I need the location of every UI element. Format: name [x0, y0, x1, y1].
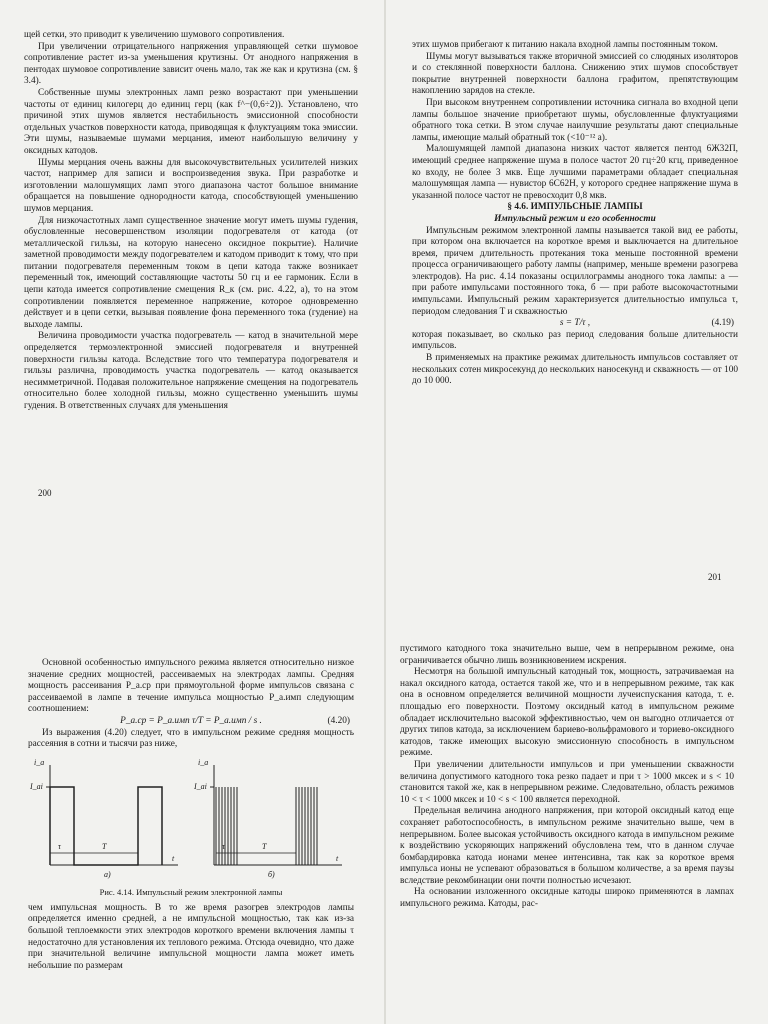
- page-200-text: [24, 30, 358, 413]
- paragraph: Для низкочастотных ламп существенное значение могут иметь шумы гудения, обусловленные несовершенством изоляции подогревателя от катода (от металлической гильзы, на которую нанесено оксидное покрытие). Наличие заметной проводимости между подогревателем и катодом приводит к тому, что при питании подогревателя переменным током в цепи катода также возникает переменный ток, имеющий составляющие частоты 50 гц и ее гармоник. Если в цепи катода имеется сопротивление смещения R_к (см. рис. 4.22, а), то на этом сопротивлении появляется переменное напряжение, которое одновременно действует и в цепи сетки, вызывая появление фона переменного тока (гудение) на выходе лампы.: [24, 215, 358, 330]
- paragraph: щей сетки, это приводит к увеличению шумового сопротивления.: [24, 30, 285, 40]
- bottom-spread: [0, 512, 768, 1024]
- axis-label-current: i_а: [34, 757, 45, 767]
- axis-label-time: t: [336, 853, 339, 863]
- page-203: [386, 512, 768, 1024]
- page-200: [0, 0, 384, 512]
- section-title: § 4.6. ИМПУЛЬСНЫЕ ЛАМПЫ: [507, 202, 643, 213]
- period-label: T: [102, 841, 107, 851]
- paragraph: этих шумов прибегают к питанию накала входной лампы постоянным током.: [412, 40, 718, 50]
- oscillogram-figure: [28, 757, 354, 885]
- axis-label-time: t: [172, 853, 175, 863]
- paragraph: Из выражения (4.20) следует, что в импульсном режиме средняя мощность рассеяния в сотни и тысячи раз ниже,: [28, 727, 354, 750]
- paragraph: При высоком внутреннем сопротивлении источника сигнала во входной цепи лампы большое значение приобретают шумы, обусловленные флуктуациями обратного тока сетки. В этом случае наилучшие результаты дают специальные лампы, имеющие малый обратный ток (<10⁻¹² а).: [412, 97, 738, 143]
- page-number: 201: [708, 572, 722, 582]
- page-203-text: [400, 644, 734, 911]
- subsection-title: Импульсный режим и его особенности: [494, 213, 656, 224]
- formula-number: (4.19): [711, 318, 734, 329]
- paragraph: пустимого катодного тока значительно выше, чем в непрерывном режиме, она ограничивается обычно лишь возникновением искрения.: [400, 644, 734, 666]
- page-201: [386, 0, 768, 582]
- axis-label-current: i_а: [198, 757, 209, 767]
- paragraph: Величина проводимости участка подогреватель — катод в значительной мере определяется термоэлектронной эмиссией подогревателя и внутренней поверхности гильзы катода. Вследствие того что температура подогревателя и гильзы различна, проводимость участка подогреватель — катод оказывается несимметричной. Подавая положительное напряжение смещения на подогреватель относительно более холодной гильзы, можно существенно уменьшить шумы гудения. В ответственных случаях для уменьшения: [24, 331, 358, 411]
- tau-label: τ: [222, 841, 225, 851]
- paragraph: Собственные шумы электронных ламп резко возрастают при уменьшении частоты от единиц килогерц до единиц герц (как f^−(0,6÷2)). Установлено, что причиной этих шумов является нестабильность эмиссионной способности отдельных участков поверхности катода, приводящая к флуктуациям тока эмиссии. Эти шумы, называемые шумами мерцания, имеют наибольшую величину у оксидных катодов.: [24, 87, 358, 156]
- panel-label-b: б): [268, 869, 275, 879]
- panel-label-a: а): [104, 869, 111, 879]
- page-201-text: [412, 40, 738, 388]
- paragraph: Предельная величина анодного напряжения, при которой оксидный катод еще сохраняет работоспособность, в импульсном режиме значительно выше, чем в непрерывном. Более высокая устойчивость оксидного катода в импульсном режиме к воздействию ускоряющих напряжений обусловлена тем, что в данном случае бомбардировка катода ионами менее интенсивна, так как за короткое время импульса ионы не успевают образоваться в большом количестве, а за время паузы вследствие рекомбинации они почти полностью исчезают.: [400, 806, 734, 886]
- paragraph: Малошумящей лампой диапазона низких частот является пентод 6Ж32П, имеющий среднее напряжение шума в полосе частот 20 гц÷20 кгц, приведенное ко входу, не более 3 мкв. Еще лучшими параметрами обладает специальная малошумящая лампа — нувистор 6С62Н, у которого среднее напряжение шума в указанной полосе частот не превосходит 0,8 мкв.: [412, 144, 738, 201]
- figure-4-14: [28, 757, 354, 885]
- page-202: [0, 512, 384, 1024]
- paragraph: чем импульсная мощность. В то же время разогрев электродов лампы определяется именно средней, а не импульсной мощностью, так как из-за большой теплоемкости этих электродов короткого времени включения лампы τ недостаточно для установления их теплового режима. Отсюда очевидно, что даже при значительной величине импульсной мощности лампа может иметь небольшие по размерам: [28, 902, 354, 971]
- formula-body: s = T/τ ,: [559, 318, 591, 329]
- formula-body: P_а.ср = P_а.имп τ/T = P_а.имп / s .: [120, 715, 262, 726]
- formula-4-19: [412, 318, 738, 330]
- paragraph: Импульсным режимом электронной лампы называется такой вид ее работы, при котором она включается на короткое время и выключается на длительное время, причем длительность протекания тока меньше постоянной времени процесса ограничивающего работу лампы (например, меньше времени разогрева электродов). На рис. 4.14 показаны осциллограммы анодного тока лампы: а — при работе импульсами постоянного тока, б — при работе высокочастотными импульсами. Импульсный режим характеризуется длительностью импульса τ, периодом следования T и скважностью: [412, 225, 738, 317]
- paragraph: При увеличении длительности импульсов и при уменьшении скважности величина допустимого катодного тока резко падает и при τ > 1000 мксек и s < 10 становится такой же, как в непрерывном режиме. Следовательно, область режимов 10 < τ < 1000 мксек и 10 < s < 100 является переходной.: [400, 759, 734, 805]
- paragraph: Шумы мерцания очень важны для высокочувствительных усилителей низких частот, например для записи и воспроизведения звука. При разработке и изготовлении малошумящих ламп этого диапазона частот большое внимание обращается на повышение однородности катода, способствующей уменьшению шумов мерцания.: [24, 157, 358, 214]
- figure-caption: Рис. 4.14. Импульсный режим электронной лампы: [99, 886, 283, 897]
- paragraph: Шумы могут вызываться также вторичной эмиссией со слюдяных изоляторов и со стеклянной поверхности баллона. Снижению этих шумов способствует покрытие внутренней поверхности баллона графитом, препятствующим накоплению зарядов на стекле.: [412, 51, 738, 97]
- formula-4-20: [28, 716, 354, 728]
- paragraph: которая показывает, во сколько раз период следования больше длительности импульсов.: [412, 329, 738, 352]
- tau-label: τ: [58, 841, 61, 851]
- period-label: T: [262, 841, 267, 851]
- paragraph: При увеличении отрицательного напряжения управляющей сетки шумовое сопротивление растет из-за уменьшения крутизны. От анодного напряжения в пентодах шумовое сопротивление зависит очень мало, так же как и крутизна (см. § 3.4).: [24, 41, 358, 87]
- paragraph: На основании изложенного оксидные катоды широко применяются в лампах импульсного режима. Катоды, рас-: [400, 887, 734, 910]
- page-number: 200: [38, 488, 52, 498]
- paragraph: В применяемых на практике режимах длительность импульсов составляет от нескольких сотен микросекунд до нескольких наносекунд и скважность — от 100 до 10 000.: [412, 353, 738, 387]
- level-label: I_аi: [30, 781, 43, 791]
- paragraph: Основной особенностью импульсного режима является относительно низкое значение средних мощностей, рассеиваемых на электродах лампы. Средняя мощность рассеивания P_а.ср при прямоугольной форме импульсов связана с рассеиваемой в лампе в течение импульса мощностью P_а.имп следующим соотношением:: [28, 658, 354, 715]
- page-202-text: [28, 658, 354, 972]
- formula-number: (4.20): [327, 715, 350, 726]
- paragraph: Несмотря на большой импульсный катодный ток, мощность, затрачиваемая на накал оксидного катода, остается такой же, что и в непрерывном режиме, так как она в основном определяется величиной мощности лучеиспускания катода, т. е. площадью его поверхности. Поэтому оксидный катод в импульсном режиме обладает исключительно высокой эффективностью, чем он выгодно отличается от других типов катода, за исключением бариево-вольфрамового и ториево-оксидного катодов, также имеющих высокую эмиссионную способность в импульсном режиме.: [400, 667, 734, 759]
- level-label: I_аi: [194, 781, 207, 791]
